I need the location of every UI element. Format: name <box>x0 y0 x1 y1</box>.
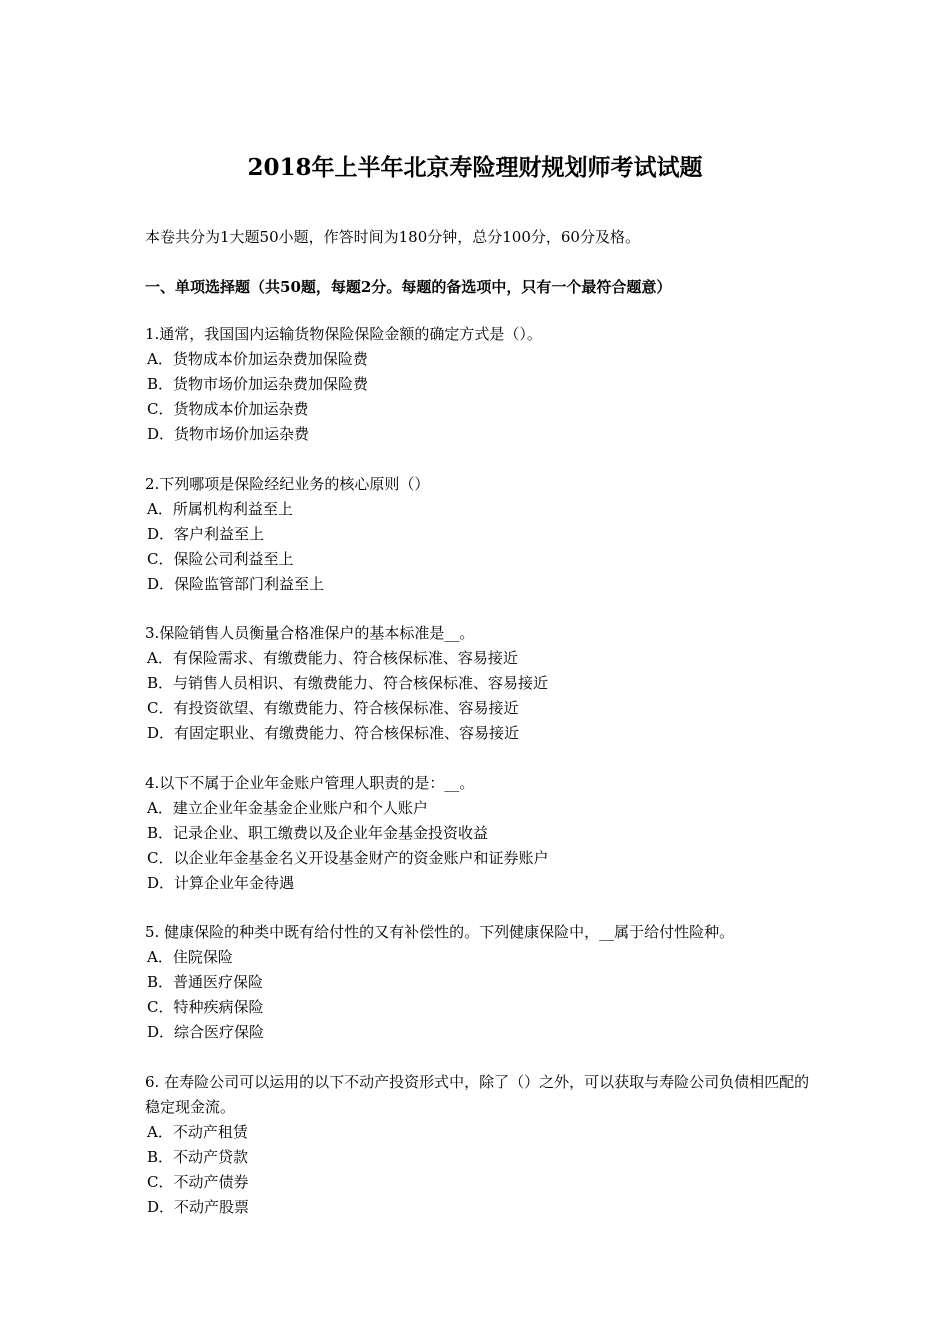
option-b: B．不动产贷款 <box>147 1148 249 1166</box>
option-d: D．不动产股票 <box>147 1198 250 1216</box>
option-a: A．不动产租赁 <box>147 1123 248 1141</box>
option-c: C．不动产债券 <box>147 1173 249 1191</box>
option-a: A．建立企业年金基金企业账户和个人账户 <box>147 799 428 817</box>
option-a: A．住院保险 <box>147 948 233 966</box>
document-title: 2018年上半年北京寿险理财规划师考试试题 <box>247 154 703 181</box>
option-a: A．有保险需求、有缴费能力、符合核保标准、容易接近 <box>147 649 518 667</box>
question-stem: 6. 在寿险公司可以运用的以下不动产投资形式中，除了（）之外，可以获取与寿险公司负债相匹配的稳定现金流。 <box>145 1073 810 1116</box>
section-heading: 一、单项选择题（共50题，每题2分。每题的备选项中，只有一个最符合题意） <box>145 278 672 296</box>
option-b: D．客户利益至上 <box>147 525 265 543</box>
option-b: B．货物市场价加运杂费加保险费 <box>147 375 369 393</box>
option-a: A．货物成本价加运杂费加保险费 <box>147 350 368 368</box>
option-b: B．记录企业、职工缴费以及企业年金基金投资收益 <box>147 824 489 842</box>
question-4 <box>145 771 815 896</box>
option-c: C．保险公司利益至上 <box>147 550 294 568</box>
option-d: D．有固定职业、有缴费能力、符合核保标准、容易接近 <box>147 724 520 742</box>
option-b: B．普通医疗保险 <box>147 973 264 991</box>
question-stem: 4.以下不属于企业年金账户管理人职责的是：__。 <box>145 774 475 792</box>
option-d: D．综合医疗保险 <box>147 1023 265 1041</box>
question-6 <box>145 1070 815 1220</box>
question-stem: 2.下列哪项是保险经纪业务的核心原则（） <box>145 475 430 493</box>
option-b: B．与销售人员相识、有缴费能力、符合核保标准、容易接近 <box>147 674 549 692</box>
exam-intro: 本卷共分为1大题50小题，作答时间为180分钟，总分100分，60分及格。 <box>145 228 640 246</box>
question-stem: 3.保险销售人员衡量合格准保户的基本标准是__。 <box>145 624 475 642</box>
option-c: C．特种疾病保险 <box>147 998 264 1016</box>
question-3 <box>145 621 815 746</box>
question-1 <box>145 322 815 447</box>
question-stem: 5. 健康保险的种类中既有给付性的又有补偿性的。下列健康保险中，__属于给付性险种。 <box>145 923 735 941</box>
option-c: C．以企业年金基金名义开设基金财产的资金账户和证券账户 <box>147 849 549 867</box>
question-2 <box>145 472 815 597</box>
option-d: D．计算企业年金待遇 <box>147 874 295 892</box>
question-stem: 1.通常，我国国内运输货物保险保险金额的确定方式是（）。 <box>145 325 542 343</box>
option-c: C．有投资欲望、有缴费能力、符合核保标准、容易接近 <box>147 699 519 717</box>
question-5 <box>145 920 815 1045</box>
option-d: D．保险监管部门利益至上 <box>147 575 325 593</box>
option-d: D．货物市场价加运杂费 <box>147 425 310 443</box>
option-a: A．所属机构利益至上 <box>147 500 293 518</box>
option-c: C．货物成本价加运杂费 <box>147 400 309 418</box>
